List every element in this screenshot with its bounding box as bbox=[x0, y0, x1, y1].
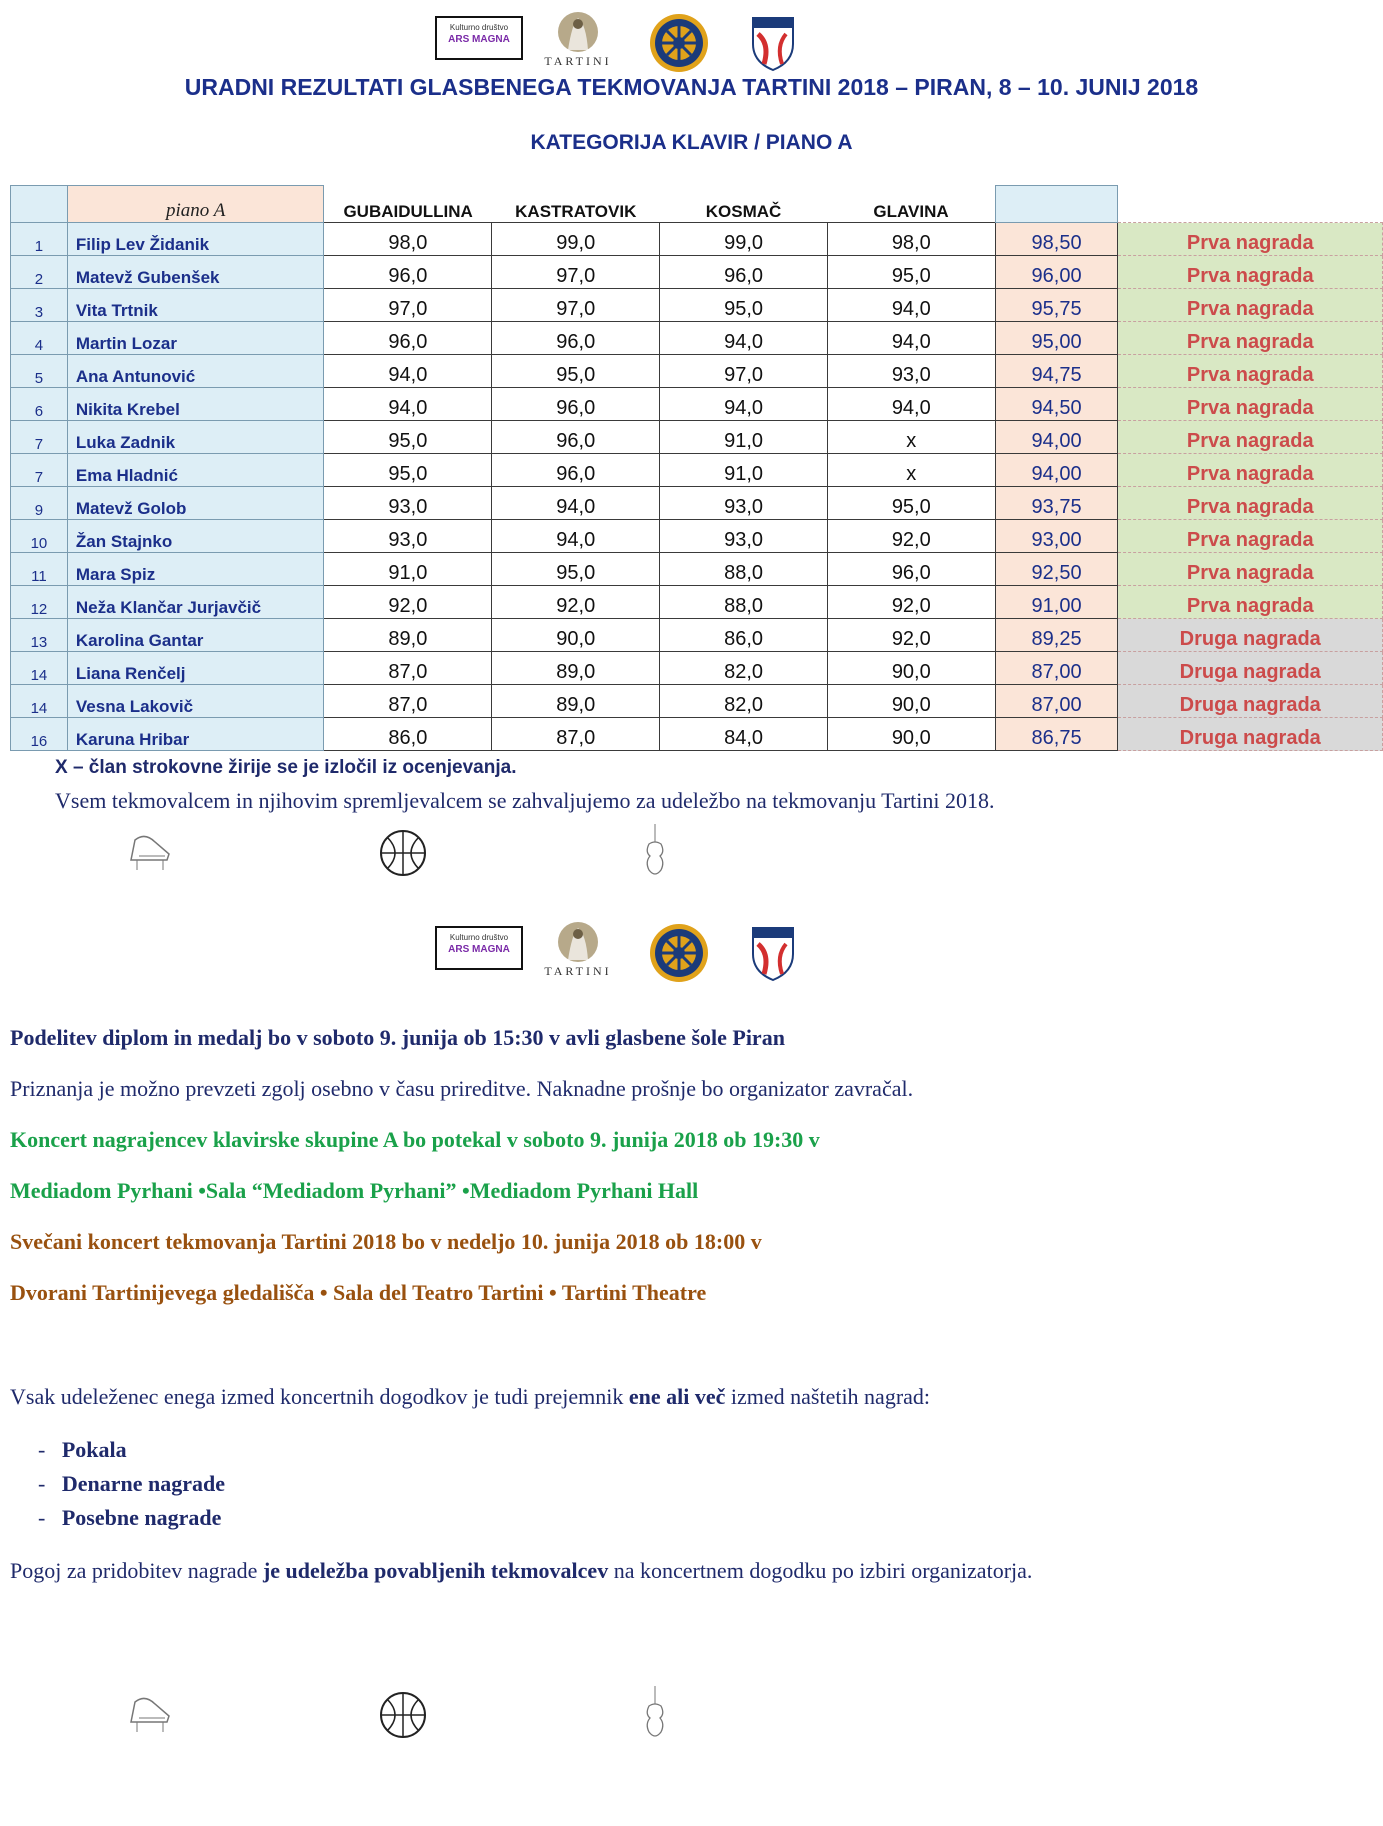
header-judge-3: KOSMAČ bbox=[660, 186, 828, 223]
score-cell: 96,0 bbox=[827, 553, 995, 586]
rotary-icon bbox=[648, 12, 710, 79]
score-cell: 93,0 bbox=[660, 487, 828, 520]
average-cell: 91,00 bbox=[995, 586, 1118, 619]
score-cell: 93,0 bbox=[660, 520, 828, 553]
average-cell: 87,00 bbox=[995, 685, 1118, 718]
average-cell: 94,50 bbox=[995, 388, 1118, 421]
score-cell: 89,0 bbox=[492, 685, 660, 718]
average-cell: 89,25 bbox=[995, 619, 1118, 652]
rank-cell: 14 bbox=[11, 652, 68, 685]
contestant-name-cell: Žan Stajnko bbox=[67, 520, 324, 553]
score-cell: 92,0 bbox=[827, 619, 995, 652]
table-row bbox=[11, 223, 1383, 256]
contestant-name-cell: Vita Trtnik bbox=[67, 289, 324, 322]
contestant-name-cell: Nikita Krebel bbox=[67, 388, 324, 421]
average-cell: 93,00 bbox=[995, 520, 1118, 553]
contestant-name-cell: Liana Renčelj bbox=[67, 652, 324, 685]
award-cell: Prva nagrada bbox=[1118, 454, 1383, 487]
table-row bbox=[11, 619, 1383, 652]
table-row bbox=[11, 685, 1383, 718]
prize-item: - Denarne nagrade bbox=[38, 1471, 225, 1496]
average-cell: 86,75 bbox=[995, 718, 1118, 751]
contestant-name-cell: Neža Klančar Jurjavčič bbox=[67, 586, 324, 619]
score-cell: 96,0 bbox=[492, 454, 660, 487]
rank-cell: 1 bbox=[11, 223, 68, 256]
rotary-icon bbox=[648, 922, 710, 989]
score-cell: 95,0 bbox=[492, 553, 660, 586]
table-row bbox=[11, 388, 1383, 421]
contestant-name-cell: Luka Zadnik bbox=[67, 421, 324, 454]
basketball-shield-icon bbox=[750, 14, 796, 77]
average-cell: 95,00 bbox=[995, 322, 1118, 355]
score-cell: 94,0 bbox=[827, 388, 995, 421]
contestant-name-cell: Matevž Gubenšek bbox=[67, 256, 324, 289]
violin-icon bbox=[640, 1684, 670, 1749]
score-cell: 92,0 bbox=[827, 586, 995, 619]
info-line-personal: Priznanja je možno prevzeti zgolj osebno v času prireditve. Naknadne prošnje bo organizator zavračal. bbox=[10, 1076, 914, 1101]
score-cell: 90,0 bbox=[827, 718, 995, 751]
contestant-name-cell: Matevž Golob bbox=[67, 487, 324, 520]
rank-cell: 6 bbox=[11, 388, 68, 421]
award-cell: Prva nagrada bbox=[1118, 388, 1383, 421]
rank-cell: 2 bbox=[11, 256, 68, 289]
contestant-name-cell: Ema Hladnić bbox=[67, 454, 324, 487]
score-cell: 90,0 bbox=[492, 619, 660, 652]
award-cell: Prva nagrada bbox=[1118, 289, 1383, 322]
score-cell: 97,0 bbox=[492, 289, 660, 322]
award-cell: Prva nagrada bbox=[1118, 487, 1383, 520]
rank-cell: 13 bbox=[11, 619, 68, 652]
score-cell: 94,0 bbox=[492, 487, 660, 520]
average-cell: 96,00 bbox=[995, 256, 1118, 289]
contestant-name-cell: Filip Lev Židanik bbox=[67, 223, 324, 256]
tartini-logo: TARTINI bbox=[538, 10, 618, 68]
score-cell: 92,0 bbox=[492, 586, 660, 619]
score-cell: 95,0 bbox=[492, 355, 660, 388]
score-cell: 93,0 bbox=[827, 355, 995, 388]
contestant-name-cell: Vesna Lakovič bbox=[67, 685, 324, 718]
rank-cell: 11 bbox=[11, 553, 68, 586]
table-row bbox=[11, 520, 1383, 553]
table-row bbox=[11, 487, 1383, 520]
table-row bbox=[11, 256, 1383, 289]
score-cell: 89,0 bbox=[324, 619, 492, 652]
award-cell: Prva nagrada bbox=[1118, 256, 1383, 289]
score-cell: 94,0 bbox=[492, 520, 660, 553]
score-cell: 97,0 bbox=[324, 289, 492, 322]
info-line-concert: Koncert nagrajencev klavirske skupine A bo potekal v soboto 9. junija 2018 ob 19:30 v bbox=[10, 1127, 820, 1152]
score-cell: 89,0 bbox=[492, 652, 660, 685]
info-line-gala-venue: Dvorani Tartinijevega gledališča • Sala del Teatro Tartini • Tartini Theatre bbox=[10, 1280, 707, 1305]
score-cell: 90,0 bbox=[827, 685, 995, 718]
info-line-concert-venue: Mediadom Pyrhani •Sala “Mediadom Pyrhani” •Mediadom Pyrhani Hall bbox=[10, 1178, 699, 1203]
table-row bbox=[11, 289, 1383, 322]
table-row bbox=[11, 652, 1383, 685]
score-cell: 97,0 bbox=[660, 355, 828, 388]
rank-cell: 7 bbox=[11, 421, 68, 454]
ball-icon bbox=[378, 828, 428, 883]
score-cell: 91,0 bbox=[324, 553, 492, 586]
score-cell: 95,0 bbox=[827, 487, 995, 520]
rank-cell: 16 bbox=[11, 718, 68, 751]
logo-strip-middle bbox=[0, 920, 1383, 1000]
score-cell: 96,0 bbox=[492, 421, 660, 454]
thanks-text: Vsem tekmovalcem in njihovim spremljevalcem se zahvaljujemo za udeležbo na tekmovanju Tartini 2018. bbox=[55, 788, 995, 813]
score-cell: 95,0 bbox=[827, 256, 995, 289]
contestant-name-cell: Ana Antunović bbox=[67, 355, 324, 388]
score-cell: 97,0 bbox=[492, 256, 660, 289]
score-cell: 87,0 bbox=[324, 685, 492, 718]
category-title: KATEGORIJA KLAVIR / PIANO A bbox=[530, 131, 853, 154]
award-cell: Prva nagrada bbox=[1118, 553, 1383, 586]
award-cell: Prva nagrada bbox=[1118, 355, 1383, 388]
score-cell: 87,0 bbox=[492, 718, 660, 751]
award-cell: Druga nagrada bbox=[1118, 718, 1383, 751]
rank-cell: 3 bbox=[11, 289, 68, 322]
average-cell: 92,50 bbox=[995, 553, 1118, 586]
score-cell: 95,0 bbox=[324, 421, 492, 454]
header-judge-1: GUBAIDULLINA bbox=[324, 186, 492, 223]
score-cell: 92,0 bbox=[827, 520, 995, 553]
score-cell: 99,0 bbox=[660, 223, 828, 256]
score-cell: 90,0 bbox=[827, 652, 995, 685]
contestant-name-cell: Mara Spiz bbox=[67, 553, 324, 586]
piano-icon bbox=[125, 1692, 175, 1741]
score-cell: x bbox=[827, 454, 995, 487]
contestant-name-cell: Martin Lozar bbox=[67, 322, 324, 355]
info-line-ceremony: Podelitev diplom in medalj bo v soboto 9. junija ob 15:30 v avli glasbene šole Piran bbox=[10, 1025, 785, 1050]
score-cell: 98,0 bbox=[827, 223, 995, 256]
award-cell: Prva nagrada bbox=[1118, 586, 1383, 619]
average-cell: 94,75 bbox=[995, 355, 1118, 388]
score-cell: x bbox=[827, 421, 995, 454]
ars-magna-logo: Kulturno društvo ARS MAGNA bbox=[435, 16, 523, 60]
table-row bbox=[11, 454, 1383, 487]
table-row bbox=[11, 718, 1383, 751]
score-cell: 88,0 bbox=[660, 553, 828, 586]
table-header-row bbox=[11, 186, 1383, 223]
rank-cell: 9 bbox=[11, 487, 68, 520]
header-name-cell: piano A bbox=[67, 186, 324, 223]
score-cell: 95,0 bbox=[660, 289, 828, 322]
score-cell: 84,0 bbox=[660, 718, 828, 751]
score-cell: 96,0 bbox=[492, 388, 660, 421]
score-cell: 96,0 bbox=[660, 256, 828, 289]
score-cell: 94,0 bbox=[324, 355, 492, 388]
header-award-cell bbox=[1118, 186, 1383, 223]
rank-cell: 10 bbox=[11, 520, 68, 553]
contestant-name-cell: Karolina Gantar bbox=[67, 619, 324, 652]
award-cell: Druga nagrada bbox=[1118, 685, 1383, 718]
score-cell: 96,0 bbox=[324, 256, 492, 289]
score-cell: 94,0 bbox=[827, 322, 995, 355]
header-rank-cell bbox=[11, 186, 68, 223]
average-cell: 94,00 bbox=[995, 454, 1118, 487]
score-cell: 91,0 bbox=[660, 454, 828, 487]
score-cell: 95,0 bbox=[324, 454, 492, 487]
score-cell: 87,0 bbox=[324, 652, 492, 685]
award-cell: Prva nagrada bbox=[1118, 223, 1383, 256]
table-row bbox=[11, 421, 1383, 454]
table-row bbox=[11, 355, 1383, 388]
award-cell: Druga nagrada bbox=[1118, 619, 1383, 652]
score-cell: 93,0 bbox=[324, 487, 492, 520]
ball-icon bbox=[378, 1690, 428, 1745]
award-cell: Druga nagrada bbox=[1118, 652, 1383, 685]
score-cell: 86,0 bbox=[324, 718, 492, 751]
prize-item: - Posebne nagrade bbox=[38, 1505, 222, 1530]
violin-icon bbox=[640, 822, 670, 887]
score-cell: 93,0 bbox=[324, 520, 492, 553]
score-cell: 91,0 bbox=[660, 421, 828, 454]
score-cell: 82,0 bbox=[660, 652, 828, 685]
score-cell: 98,0 bbox=[324, 223, 492, 256]
page-title: URADNI REZULTATI GLASBENEGA TEKMOVANJA TARTINI 2018 – PIRAN, 8 – 10. JUNIJ 2018 bbox=[184, 74, 1199, 100]
rank-cell: 4 bbox=[11, 322, 68, 355]
score-cell: 82,0 bbox=[660, 685, 828, 718]
prize-item: - Pokala bbox=[38, 1437, 127, 1462]
info-line-gala: Svečani koncert tekmovanja Tartini 2018 bo v nedeljo 10. junija 2018 ob 18:00 v bbox=[10, 1229, 762, 1254]
jury-note: X – član strokovne žirije se je izločil iz ocenjevanja. bbox=[55, 757, 517, 778]
header-average-cell bbox=[995, 186, 1118, 223]
basketball-shield-icon bbox=[750, 924, 796, 987]
ars-magna-logo: Kulturno društvo ARS MAGNA bbox=[435, 926, 523, 970]
tartini-logo: TARTINI bbox=[538, 920, 618, 978]
prizes-intro: Vsak udeleženec enega izmed koncertnih dogodkov je tudi prejemnik ene ali več izmed naštetih nagrad: bbox=[10, 1384, 931, 1409]
score-cell: 99,0 bbox=[492, 223, 660, 256]
rank-cell: 7 bbox=[11, 454, 68, 487]
award-cell: Prva nagrada bbox=[1118, 520, 1383, 553]
average-cell: 95,75 bbox=[995, 289, 1118, 322]
table-row bbox=[11, 553, 1383, 586]
average-cell: 94,00 bbox=[995, 421, 1118, 454]
rank-cell: 12 bbox=[11, 586, 68, 619]
rank-cell: 14 bbox=[11, 685, 68, 718]
rank-cell: 5 bbox=[11, 355, 68, 388]
score-cell: 92,0 bbox=[324, 586, 492, 619]
results-table bbox=[10, 185, 1383, 751]
contestant-name-cell: Karuna Hribar bbox=[67, 718, 324, 751]
score-cell: 94,0 bbox=[827, 289, 995, 322]
average-cell: 87,00 bbox=[995, 652, 1118, 685]
score-cell: 96,0 bbox=[324, 322, 492, 355]
header-judge-2: KASTRATOVIK bbox=[492, 186, 660, 223]
score-cell: 88,0 bbox=[660, 586, 828, 619]
score-cell: 86,0 bbox=[660, 619, 828, 652]
score-cell: 94,0 bbox=[660, 322, 828, 355]
prize-condition: Pogoj za pridobitev nagrade je udeležba povabljenih tekmovalcev na koncertnem dogodku po izbiri organizatorja. bbox=[10, 1558, 1033, 1583]
table-row bbox=[11, 586, 1383, 619]
average-cell: 98,50 bbox=[995, 223, 1118, 256]
score-cell: 94,0 bbox=[324, 388, 492, 421]
average-cell: 93,75 bbox=[995, 487, 1118, 520]
header-judge-4: GLAVINA bbox=[827, 186, 995, 223]
piano-icon bbox=[125, 830, 175, 879]
score-cell: 94,0 bbox=[660, 388, 828, 421]
award-cell: Prva nagrada bbox=[1118, 322, 1383, 355]
table-row bbox=[11, 322, 1383, 355]
award-cell: Prva nagrada bbox=[1118, 421, 1383, 454]
score-cell: 96,0 bbox=[492, 322, 660, 355]
